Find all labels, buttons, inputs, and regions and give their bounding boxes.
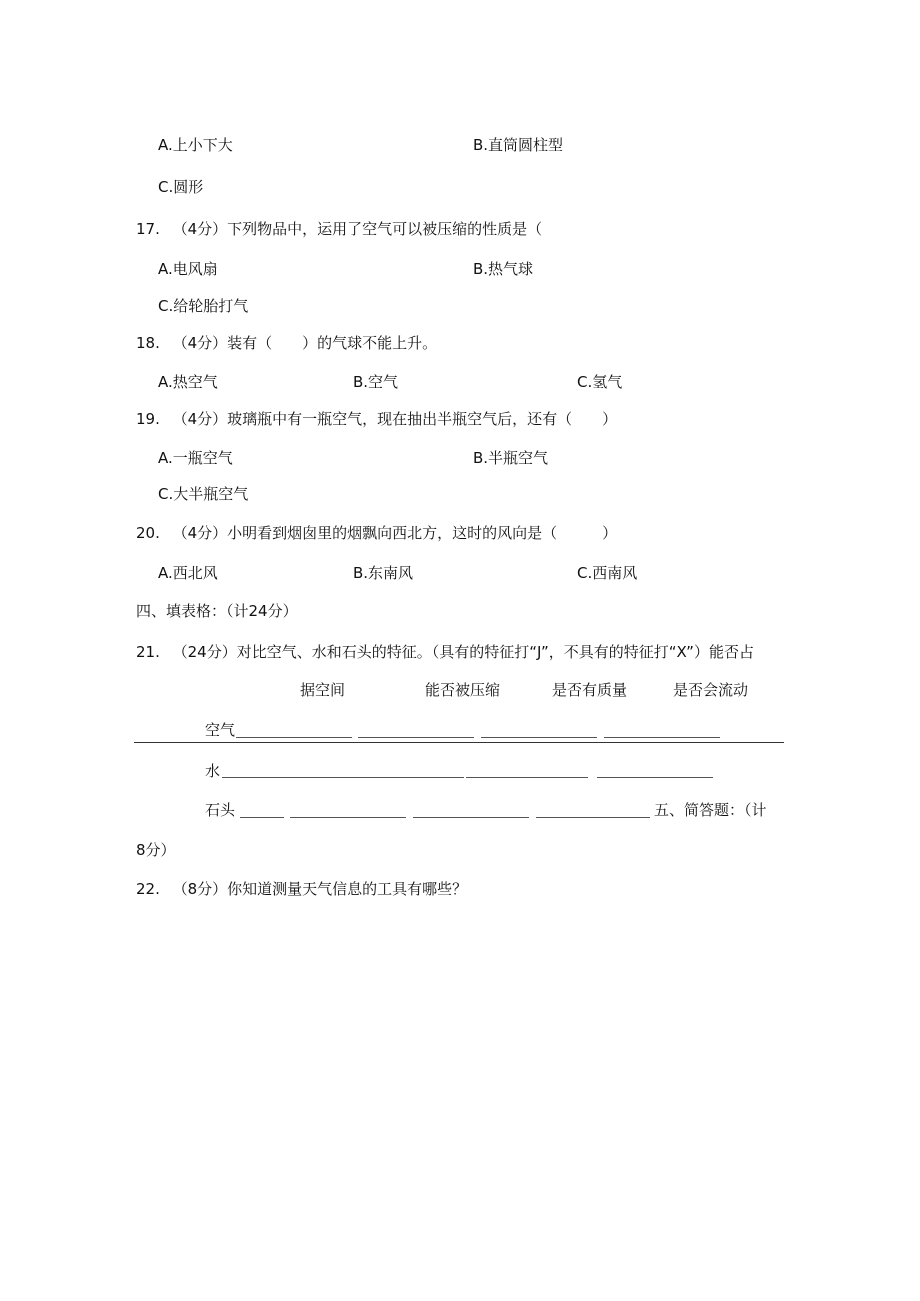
question-number: 22. bbox=[136, 880, 160, 898]
q20-option-c: C.西南风 bbox=[577, 564, 638, 582]
q18-option-a: A.热空气 bbox=[158, 373, 218, 391]
question-19 bbox=[136, 409, 617, 429]
q17-option-c: C.给轮胎打气 bbox=[158, 297, 249, 315]
question-text: （4分）玻璃瓶中有一瓶空气，现在抽出半瓶空气后，还有（ ） bbox=[172, 410, 618, 428]
answer-blank[interactable] bbox=[597, 777, 713, 778]
question-text: （4分）下列物品中，运用了空气可以被压缩的性质是（ bbox=[172, 220, 543, 238]
question-number: 18. bbox=[136, 334, 160, 352]
table-row-label-stone: 石头 bbox=[205, 801, 236, 819]
question-text: （8分）你知道测量天气信息的工具有哪些？ bbox=[172, 880, 468, 898]
question-number: 19. bbox=[136, 410, 160, 428]
q16-option-b: B.直筒圆柱型 bbox=[473, 136, 564, 154]
answer-blank[interactable] bbox=[236, 737, 352, 738]
q17-option-a: A.电风扇 bbox=[158, 260, 218, 278]
question-17 bbox=[136, 219, 542, 239]
question-18 bbox=[136, 333, 437, 353]
table-row-label-water: 水 bbox=[205, 762, 221, 780]
question-text: （4分）小明看到烟囱里的烟飘向西北方，这时的风向是（ ） bbox=[172, 524, 618, 542]
question-text: （24分）对比空气、水和石头的特征。（具有的特征打“J”，不具有的特征打“X”）能否占 bbox=[172, 643, 754, 661]
answer-blank[interactable] bbox=[222, 777, 340, 778]
q18-option-c: C.氢气 bbox=[577, 373, 623, 391]
answer-blank[interactable] bbox=[604, 737, 720, 738]
question-text: （4分）装有（ ）的气球不能上升。 bbox=[172, 334, 438, 352]
section-5-heading: 五、简答题：（计 bbox=[654, 801, 767, 819]
answer-blank[interactable] bbox=[290, 817, 406, 818]
q16-option-a: A.上小下大 bbox=[158, 136, 233, 154]
q20-option-a: A.西北风 bbox=[158, 564, 218, 582]
question-number: 20. bbox=[136, 524, 160, 542]
q19-option-a: A.一瓶空气 bbox=[158, 449, 233, 467]
answer-blank[interactable] bbox=[466, 777, 588, 778]
question-number: 17. bbox=[136, 220, 160, 238]
table-header-flow: 是否会流动 bbox=[673, 681, 749, 699]
question-number: 21. bbox=[136, 643, 160, 661]
q19-option-b: B.半瓶空气 bbox=[473, 449, 549, 467]
question-22 bbox=[136, 879, 467, 899]
answer-blank[interactable] bbox=[358, 737, 474, 738]
answer-blank[interactable] bbox=[240, 817, 284, 818]
answer-blank[interactable] bbox=[536, 817, 650, 818]
q17-option-b: B.热气球 bbox=[473, 260, 534, 278]
answer-blank[interactable] bbox=[340, 777, 464, 778]
q20-option-b: B.东南风 bbox=[353, 564, 414, 582]
answer-blank[interactable] bbox=[413, 817, 529, 818]
q19-option-c: C.大半瓶空气 bbox=[158, 485, 249, 503]
table-header-mass: 是否有质量 bbox=[552, 681, 628, 699]
question-20 bbox=[136, 523, 617, 543]
section-4-heading: 四、填表格：（计24分） bbox=[136, 602, 298, 620]
table-row-label-air: 空气 bbox=[205, 721, 236, 739]
section-5-heading-cont: 8分） bbox=[136, 841, 176, 859]
answer-blank[interactable] bbox=[481, 737, 597, 738]
q18-option-b: B.空气 bbox=[353, 373, 399, 391]
question-21 bbox=[136, 642, 754, 662]
table-header-compress: 能否被压缩 bbox=[425, 681, 501, 699]
table-header-space: 据空间 bbox=[300, 681, 346, 699]
table-divider bbox=[134, 742, 784, 743]
q16-option-c: C.圆形 bbox=[158, 178, 204, 196]
